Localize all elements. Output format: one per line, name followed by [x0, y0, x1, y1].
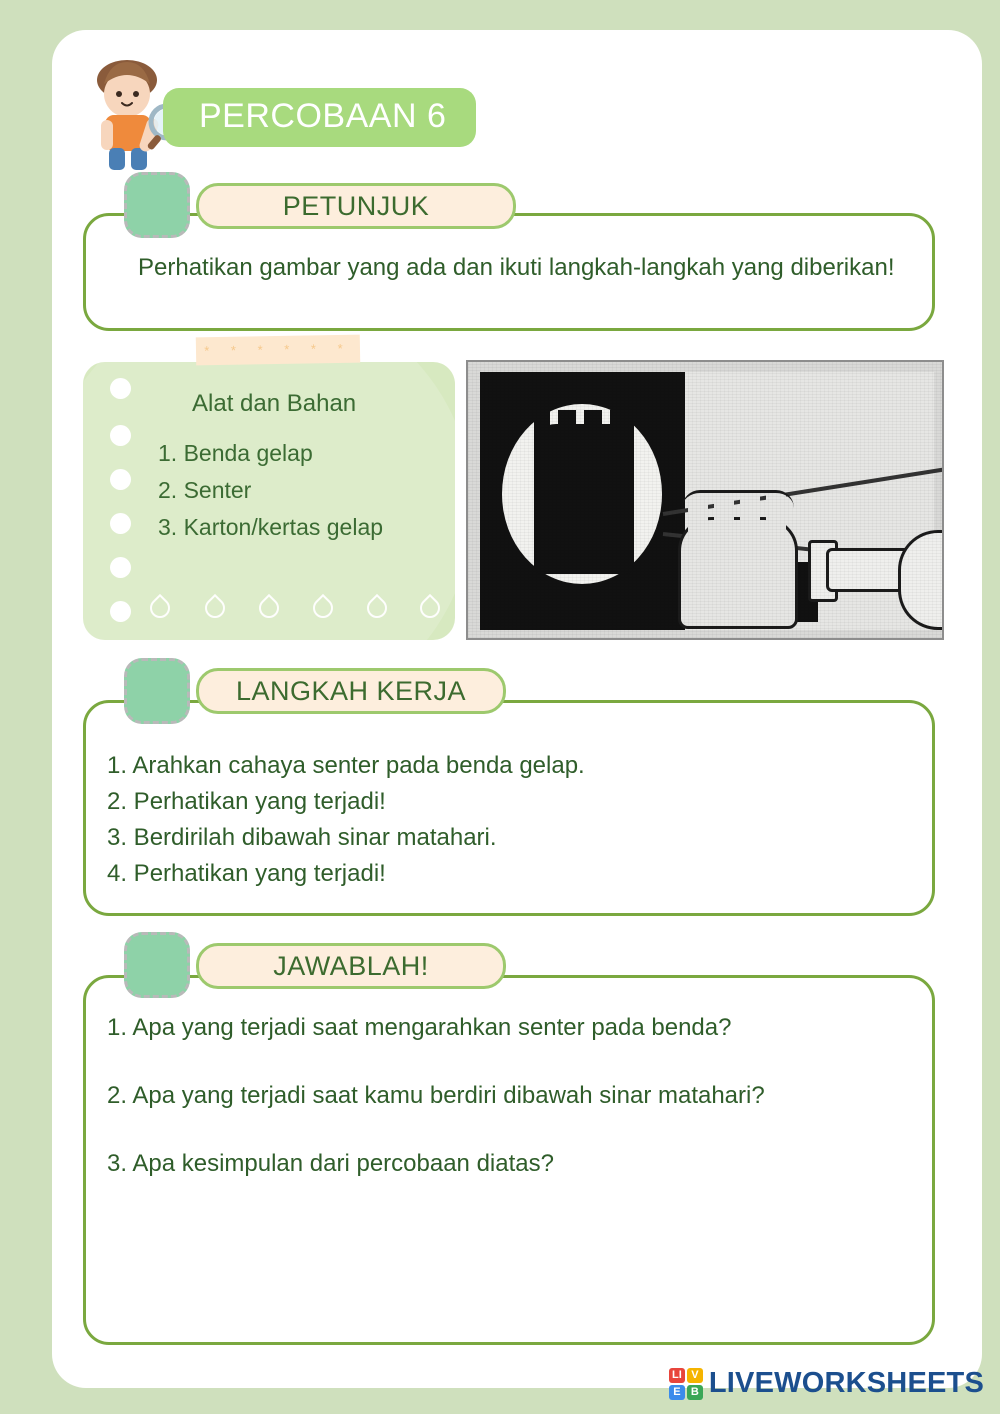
langkah-step: 1. Arahkan cahaya senter pada benda gelap. — [107, 752, 585, 779]
logo-letter: V — [687, 1368, 703, 1383]
langkah-step: 3. Berdirilah dibawah sinar matahari. — [107, 824, 497, 851]
tape-decoration: * * * * * * — [196, 335, 360, 366]
langkah-kerja-decoration-square — [124, 658, 190, 724]
shadow-experiment-photo — [466, 360, 944, 640]
bullet-dot — [110, 601, 131, 622]
langkah-step: 2. Perhatikan yang terjadi! — [107, 788, 386, 815]
langkah-step: 4. Perhatikan yang terjadi! — [107, 860, 386, 887]
bullet-dot — [110, 513, 131, 534]
brand-name: LIVEWORKSHEETS — [708, 1367, 984, 1399]
petunjuk-tab-label: PETUNJUK — [196, 183, 516, 229]
liveworksheets-footer[interactable] — [669, 1367, 984, 1400]
bullet-dot — [110, 378, 131, 399]
alat-dan-bahan-title: Alat dan Bahan — [192, 390, 357, 417]
bullet-dot — [110, 557, 131, 578]
logo-letter: E — [669, 1385, 685, 1400]
petunjuk-text: Perhatikan gambar yang ada dan ikuti langkah-langkah yang diberikan! — [138, 254, 895, 281]
page-title: PERCOBAAN 6 — [163, 88, 476, 147]
jawablah-decoration-square — [124, 932, 190, 998]
alat-item: 3. Karton/kertas gelap — [158, 514, 384, 540]
langkah-kerja-list — [107, 748, 907, 892]
logo-letter: B — [687, 1385, 703, 1400]
alat-item: 1. Benda gelap — [158, 440, 313, 466]
jawablah-question: 2. Apa yang terjadi saat kamu berdiri dibawah sinar matahari? — [107, 1082, 765, 1109]
langkah-kerja-tab-label: LANGKAH KERJA — [196, 668, 506, 714]
title-row — [75, 60, 555, 170]
logo-letter: LI — [669, 1368, 685, 1383]
jawablah-tab-label: JAWABLAH! — [196, 943, 506, 989]
bullet-dot — [110, 425, 131, 446]
alat-item: 2. Senter — [158, 477, 252, 503]
liveworksheets-logo-icon — [669, 1368, 703, 1400]
petunjuk-decoration-square — [124, 172, 190, 238]
jawablah-question: 3. Apa kesimpulan dari percobaan diatas? — [107, 1150, 554, 1177]
jawablah-question: 1. Apa yang terjadi saat mengarahkan senter pada benda? — [107, 1014, 732, 1041]
bullet-dot — [110, 469, 131, 490]
jawablah-question-list — [107, 1010, 917, 1214]
